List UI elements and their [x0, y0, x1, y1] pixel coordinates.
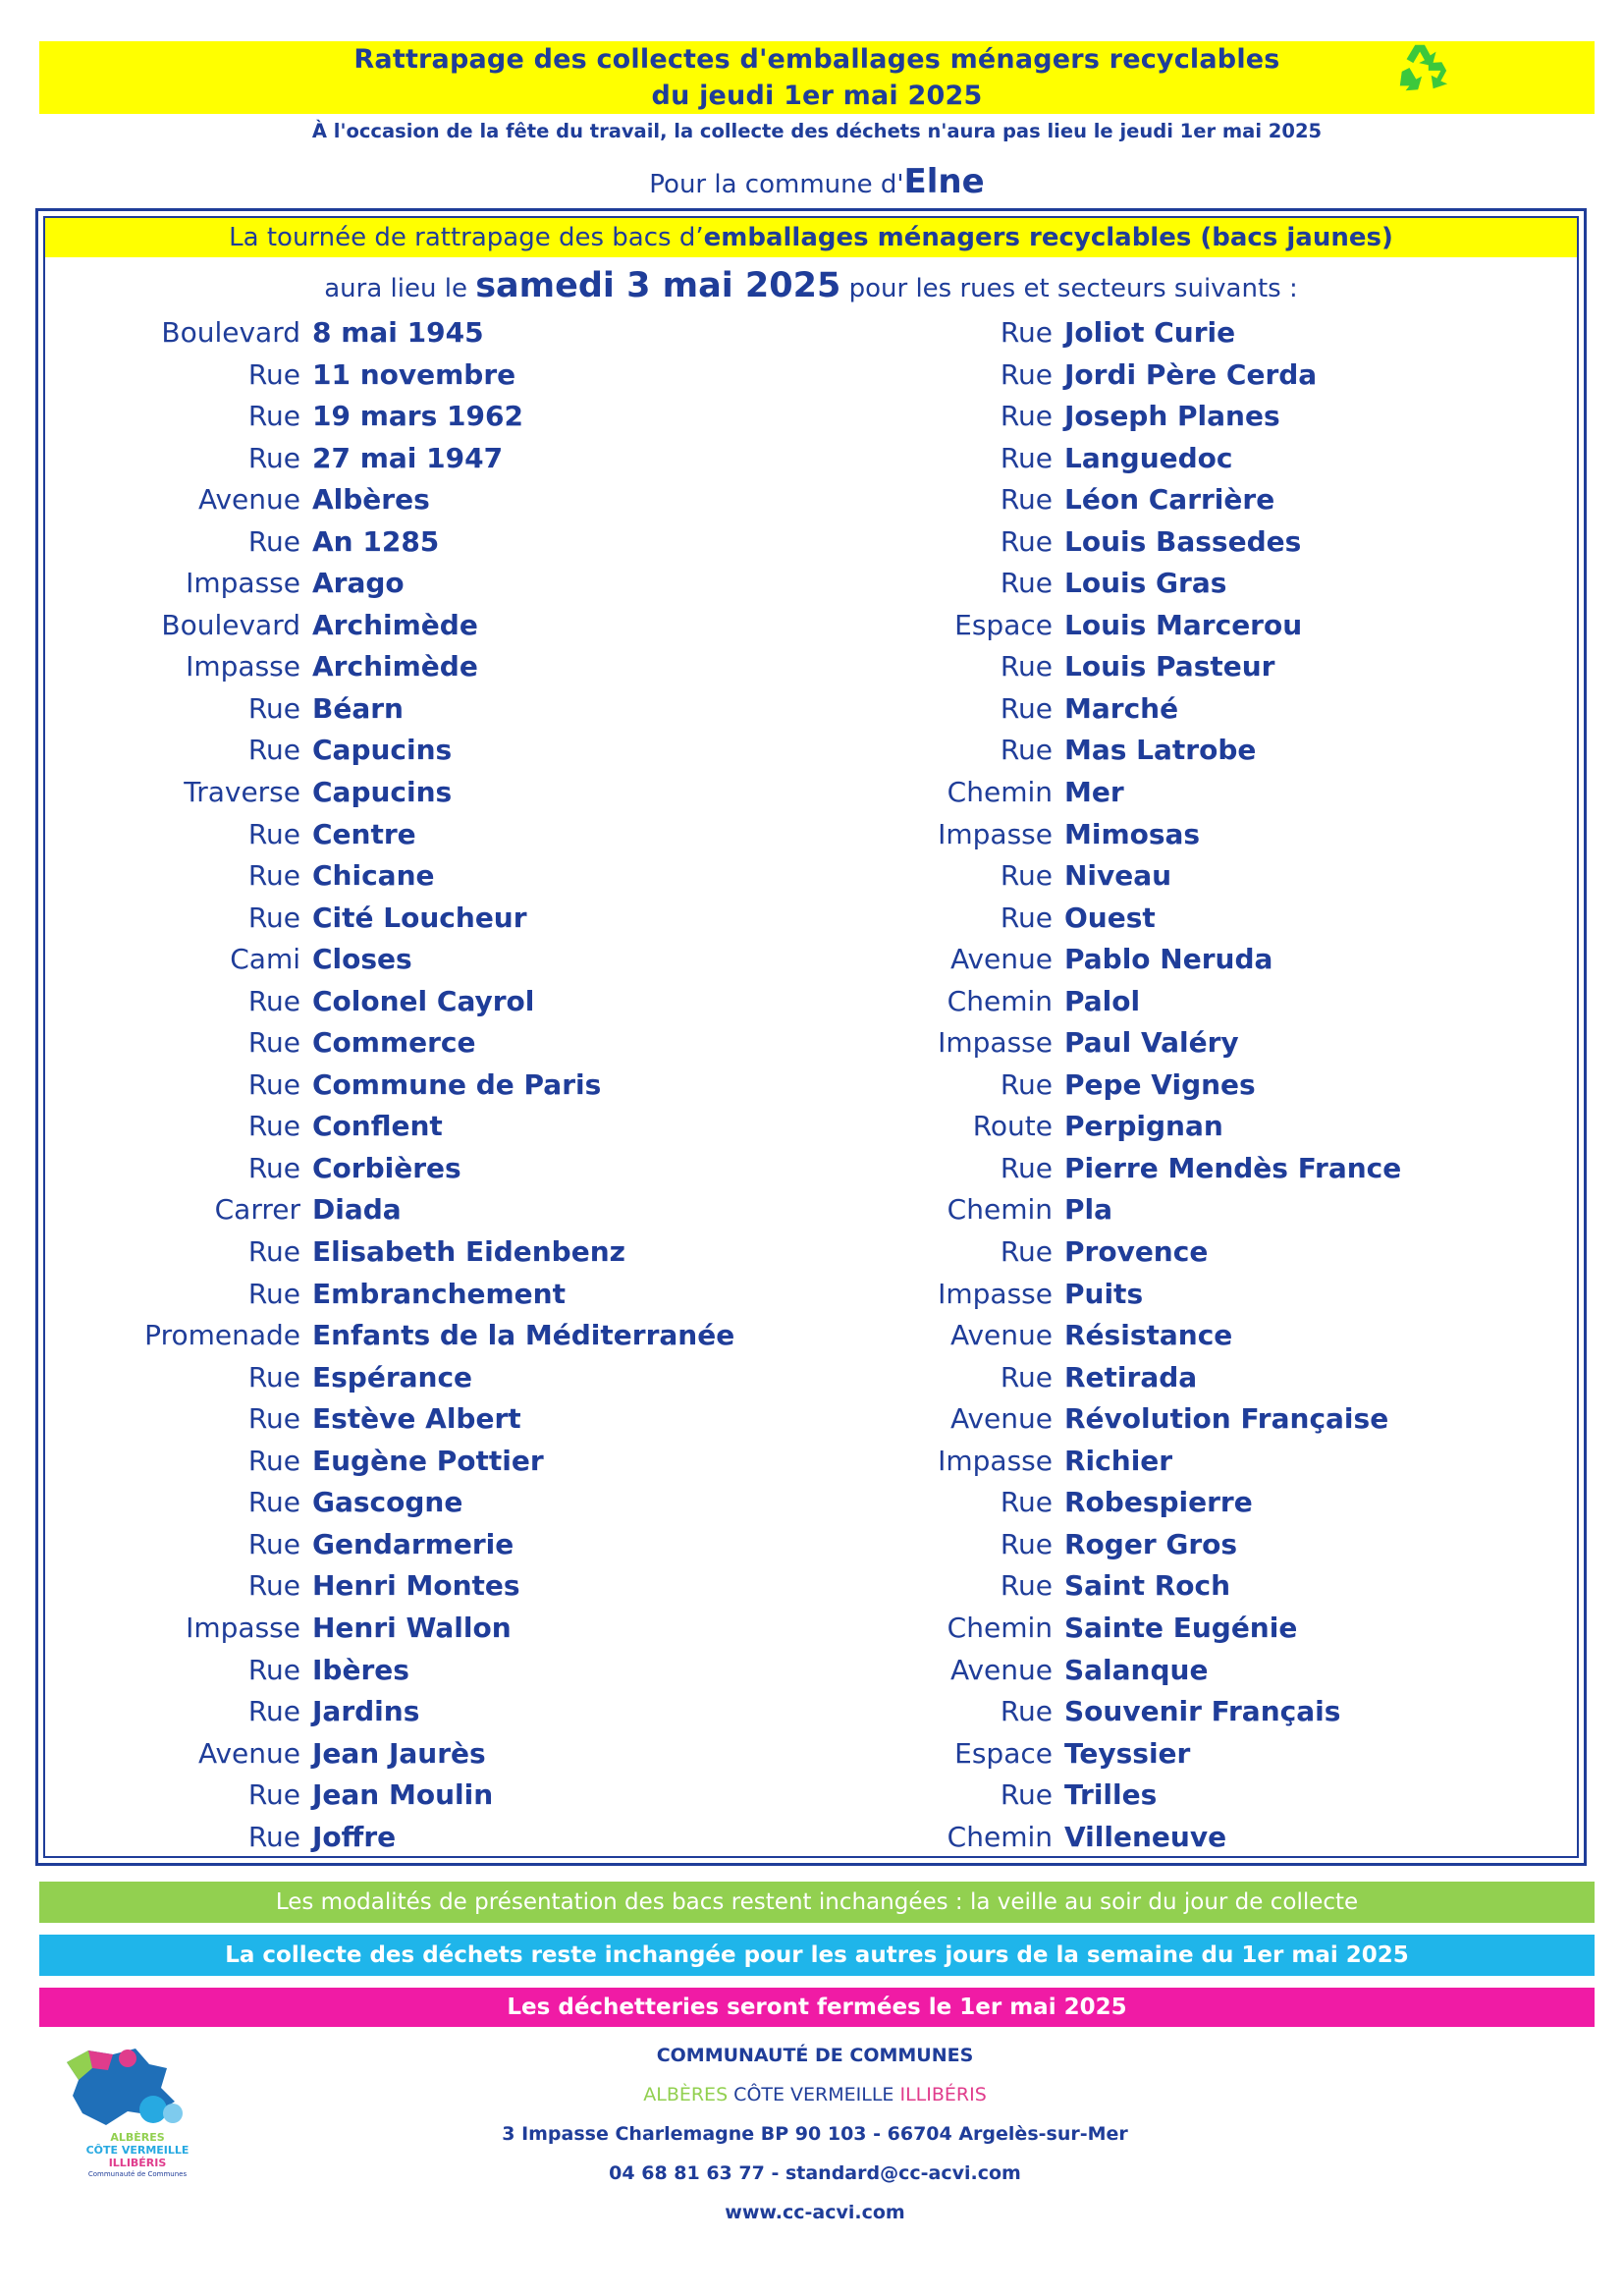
logo — [59, 2041, 216, 2178]
street-name: Henri Montes — [312, 1569, 520, 1603]
street-row — [0, 981, 1401, 1023]
street-name: Joffre — [312, 1820, 397, 1853]
footer-org-name — [452, 2084, 1178, 2105]
footer-website: www.cc-acvi.com — [725, 2202, 905, 2223]
street-type: Boulevard — [161, 316, 300, 349]
street-type: Rue — [1000, 1569, 1053, 1603]
street-name: Niveau — [1064, 859, 1172, 893]
street-type: Carrer — [214, 1193, 300, 1227]
street-name: Enfants de la Méditerranée — [312, 1319, 735, 1352]
footer-org-part1: ALBÈRES — [643, 2084, 734, 2105]
street-type: Rue — [1000, 1360, 1053, 1394]
street-name: Joseph Planes — [1064, 400, 1280, 433]
street-row — [0, 1650, 1401, 1692]
street-row — [0, 1189, 1401, 1231]
street-type: Rue — [247, 734, 300, 767]
street-name: Archimède — [312, 650, 478, 683]
street-type: Avenue — [197, 483, 300, 517]
street-name: 19 mars 1962 — [312, 400, 523, 433]
logo-line-3: ILLIBÉRIS — [108, 2157, 167, 2169]
street-type: Rue — [1000, 1527, 1053, 1560]
street-name: Arago — [312, 567, 405, 600]
street-type: Rue — [247, 1110, 300, 1143]
commune-line — [39, 162, 1595, 201]
street-name: Retirada — [1064, 1360, 1198, 1394]
street-name: An 1285 — [312, 524, 440, 558]
street-type: Rue — [247, 1778, 300, 1812]
street-type: Espace — [954, 608, 1053, 641]
street-row — [0, 1398, 1401, 1441]
street-type: Rue — [247, 1151, 300, 1184]
street-name: Espérance — [312, 1360, 473, 1394]
street-row — [0, 1106, 1401, 1148]
street-type: Rue — [1000, 1778, 1053, 1812]
street-type: Cami — [230, 943, 300, 976]
street-type: Rue — [1000, 483, 1053, 517]
street-type: Rue — [247, 984, 300, 1017]
street-name: Pablo Neruda — [1064, 943, 1273, 976]
street-type: Chemin — [947, 776, 1053, 809]
street-row — [0, 1274, 1401, 1316]
logo-line-1: ALBÈRES — [110, 2131, 165, 2144]
street-row — [0, 563, 1401, 605]
street-name: Eugène Pottier — [312, 1444, 544, 1477]
street-name: Jardins — [312, 1695, 420, 1728]
title-band — [39, 41, 1595, 114]
street-row — [0, 479, 1401, 521]
street-name: Révolution Française — [1064, 1402, 1389, 1436]
street-row — [0, 1315, 1401, 1357]
round-band — [45, 218, 1577, 257]
street-type: Rue — [1000, 1151, 1053, 1184]
street-name: 8 mai 1945 — [312, 316, 484, 349]
street-row — [0, 1482, 1401, 1524]
footer-address: 3 Impasse Charlemagne BP 90 103 - 66704 Argelès-sur-Mer — [502, 2123, 1128, 2145]
band-cyan: La collecte des déchets reste inchangée pour les autres jours de la semaine du 1er mai 2025 — [39, 1935, 1595, 1976]
commune-prefix: Pour la commune d' — [649, 170, 904, 199]
street-type: Rue — [1000, 567, 1053, 600]
street-name: Ouest — [1064, 901, 1156, 934]
street-type: Rue — [247, 1486, 300, 1519]
street-name: Centre — [312, 817, 416, 850]
street-name: Closes — [312, 943, 412, 976]
street-row — [0, 1231, 1401, 1274]
street-row — [0, 521, 1401, 564]
street-type: Espace — [954, 1736, 1053, 1770]
street-type: Rue — [1000, 357, 1053, 391]
street-type: Route — [972, 1110, 1053, 1143]
street-type: Rue — [247, 524, 300, 558]
street-name: Marché — [1064, 691, 1179, 725]
street-row — [0, 1065, 1401, 1107]
street-type: Rue — [247, 1402, 300, 1436]
street-type: Rue — [247, 357, 300, 391]
street-type: Impasse — [938, 1026, 1053, 1060]
street-name: Villeneuve — [1064, 1820, 1227, 1853]
street-name: Louis Bassedes — [1064, 524, 1302, 558]
street-name: Mimosas — [1064, 817, 1201, 850]
street-row — [0, 1022, 1401, 1065]
street-name: Commerce — [312, 1026, 476, 1060]
title-line-1: Rattrapage des collectes d'emballages ménagers recyclables — [353, 44, 1280, 75]
commune-name: Elne — [903, 162, 985, 201]
street-name: Provence — [1064, 1235, 1209, 1269]
round-band-bold: emballages ménagers recyclables (bacs jaunes) — [703, 223, 1393, 252]
street-name: Louis Pasteur — [1064, 650, 1275, 683]
street-name: Jordi Père Cerda — [1064, 357, 1318, 391]
street-name: Pierre Mendès France — [1064, 1151, 1402, 1184]
street-type: Rue — [247, 1820, 300, 1853]
street-type: Rue — [1000, 901, 1053, 934]
street-type: Rue — [247, 1235, 300, 1269]
street-row — [0, 1691, 1401, 1733]
street-row — [0, 646, 1401, 688]
footer-org-part3: ILLIBÉRIS — [899, 2084, 987, 2105]
street-row — [0, 1148, 1401, 1190]
street-type: Rue — [1000, 1695, 1053, 1728]
street-type: Rue — [247, 817, 300, 850]
street-type: Rue — [247, 1695, 300, 1728]
street-type: Avenue — [949, 1653, 1053, 1686]
street-name: Perpignan — [1064, 1110, 1223, 1143]
date-line — [45, 261, 1577, 313]
street-type: Rue — [247, 441, 300, 474]
street-name: Résistance — [1064, 1319, 1233, 1352]
street-list-right — [0, 312, 1401, 1858]
street-name: Chicane — [312, 859, 435, 893]
street-type: Rue — [247, 1067, 300, 1101]
street-type: Rue — [247, 400, 300, 433]
street-type: Rue — [247, 1527, 300, 1560]
street-name: Colonel Cayrol — [312, 984, 535, 1017]
street-row — [0, 1441, 1401, 1483]
street-name: Conflent — [312, 1110, 443, 1143]
street-name: Robespierre — [1064, 1486, 1253, 1519]
street-row — [0, 355, 1401, 397]
street-type: Rue — [1000, 650, 1053, 683]
street-name: Sainte Eugénie — [1064, 1611, 1298, 1644]
street-type: Chemin — [947, 984, 1053, 1017]
street-row — [0, 605, 1401, 647]
street-name: Gendarmerie — [312, 1527, 514, 1560]
street-row — [0, 1733, 1401, 1776]
street-name: Teyssier — [1064, 1736, 1191, 1770]
band-magenta: Les déchetteries seront fermées le 1er mai 2025 — [39, 1988, 1595, 2027]
street-row — [0, 1524, 1401, 1566]
street-name: Louis Marcerou — [1064, 608, 1303, 641]
street-name: Estève Albert — [312, 1402, 521, 1436]
street-type: Rue — [247, 859, 300, 893]
subtitle: À l'occasion de la fête du travail, la collecte des déchets n'aura pas lieu le jeudi 1er mai 2025 — [311, 120, 1323, 142]
street-name: Gascogne — [312, 1486, 463, 1519]
street-row — [0, 1565, 1401, 1608]
street-row — [0, 1357, 1401, 1399]
street-type: Promenade — [144, 1319, 300, 1352]
footer-org-part2: CÔTE VERMEILLE — [733, 2084, 900, 2105]
round-band-prefix: La tournée de rattrapage des bacs d’ — [229, 223, 704, 252]
street-type: Impasse — [186, 650, 300, 683]
collection-date: samedi 3 mai 2025 — [475, 266, 841, 305]
street-type: Chemin — [947, 1193, 1053, 1227]
street-name: Diada — [312, 1193, 402, 1227]
street-name: 11 novembre — [312, 357, 516, 391]
street-type: Chemin — [947, 1611, 1053, 1644]
street-row — [0, 1817, 1401, 1859]
street-type: Rue — [1000, 691, 1053, 725]
band-green: Les modalités de présentation des bacs restent inchangées : la veille au soir du jour de collecte — [39, 1882, 1595, 1923]
street-name: Capucins — [312, 776, 453, 809]
logo-line-2: CÔTE VERMEILLE — [85, 2144, 189, 2157]
street-type: Rue — [247, 1360, 300, 1394]
street-row — [0, 312, 1401, 355]
street-type: Rue — [1000, 859, 1053, 893]
street-name: Albères — [312, 483, 430, 517]
street-name: Léon Carrière — [1064, 483, 1275, 517]
street-type: Rue — [1000, 524, 1053, 558]
street-row — [0, 939, 1401, 981]
street-type: Rue — [1000, 1067, 1053, 1101]
street-row — [0, 898, 1401, 940]
logo-line-4: Communauté de Communes — [87, 2170, 188, 2178]
street-name: Elisabeth Eidenbenz — [312, 1235, 625, 1269]
street-row — [0, 772, 1401, 814]
street-name: 27 mai 1947 — [312, 441, 504, 474]
street-row — [0, 396, 1401, 438]
street-name: Puits — [1064, 1277, 1144, 1310]
street-name: Cité Loucheur — [312, 901, 527, 934]
street-name: Trilles — [1064, 1778, 1158, 1812]
footer-org: COMMUNAUTÉ DE COMMUNES — [656, 2045, 974, 2066]
street-row — [0, 855, 1401, 898]
street-type: Rue — [1000, 1486, 1053, 1519]
street-name: Mer — [1064, 776, 1124, 809]
street-name: Roger Gros — [1064, 1527, 1238, 1560]
street-name: Richier — [1064, 1444, 1173, 1477]
street-type: Rue — [247, 1026, 300, 1060]
street-type: Impasse — [938, 1277, 1053, 1310]
street-type: Traverse — [184, 776, 300, 809]
footer-contact: 04 68 81 63 77 - standard@cc-acvi.com — [609, 2162, 1021, 2184]
recycle-icon — [1394, 39, 1451, 96]
street-type: Avenue — [949, 1402, 1053, 1436]
street-type: Rue — [247, 1653, 300, 1686]
street-type: Avenue — [197, 1736, 300, 1770]
street-row — [0, 1608, 1401, 1650]
street-name: Embranchement — [312, 1277, 566, 1310]
street-type: Rue — [1000, 316, 1053, 349]
street-name: Jean Jaurès — [312, 1736, 486, 1770]
street-name: Ibères — [312, 1653, 409, 1686]
street-row — [0, 438, 1401, 480]
street-name: Corbières — [312, 1151, 461, 1184]
street-type: Rue — [1000, 734, 1053, 767]
title-line-2: du jeudi 1er mai 2025 — [651, 81, 983, 111]
street-type: Boulevard — [161, 608, 300, 641]
street-type: Rue — [247, 691, 300, 725]
street-type: Impasse — [938, 817, 1053, 850]
street-type: Avenue — [949, 943, 1053, 976]
street-name: Souvenir Français — [1064, 1695, 1341, 1728]
street-name: Béarn — [312, 691, 404, 725]
street-name: Languedoc — [1064, 441, 1233, 474]
street-name: Mas Latrobe — [1064, 734, 1257, 767]
street-name: Joliot Curie — [1064, 316, 1236, 349]
street-row — [0, 730, 1401, 772]
street-row — [0, 688, 1401, 731]
street-row — [0, 1775, 1401, 1817]
street-name: Saint Roch — [1064, 1569, 1231, 1603]
street-name: Paul Valéry — [1064, 1026, 1239, 1060]
street-type: Rue — [1000, 1235, 1053, 1269]
street-type: Impasse — [186, 1611, 300, 1644]
street-type: Impasse — [938, 1444, 1053, 1477]
date-prefix: aura lieu le — [324, 274, 476, 303]
street-type: Chemin — [947, 1820, 1053, 1853]
street-name: Louis Gras — [1064, 567, 1227, 600]
street-name: Palol — [1064, 984, 1141, 1017]
street-name: Archimède — [312, 608, 478, 641]
street-type: Avenue — [949, 1319, 1053, 1352]
street-type: Rue — [247, 1569, 300, 1603]
street-name: Capucins — [312, 734, 453, 767]
street-type: Rue — [247, 1277, 300, 1310]
street-name: Henri Wallon — [312, 1611, 512, 1644]
street-name: Commune de Paris — [312, 1067, 602, 1101]
street-row — [0, 814, 1401, 856]
street-name: Pepe Vignes — [1064, 1067, 1256, 1101]
street-name: Salanque — [1064, 1653, 1209, 1686]
street-name: Pla — [1064, 1193, 1113, 1227]
street-name: Jean Moulin — [312, 1778, 494, 1812]
street-type: Rue — [247, 901, 300, 934]
street-type: Rue — [1000, 441, 1053, 474]
street-type: Rue — [247, 1444, 300, 1477]
street-type: Impasse — [186, 567, 300, 600]
logo-map-icon — [59, 2041, 216, 2129]
date-suffix: pour les rues et secteurs suivants : — [840, 274, 1298, 303]
street-type: Rue — [1000, 400, 1053, 433]
